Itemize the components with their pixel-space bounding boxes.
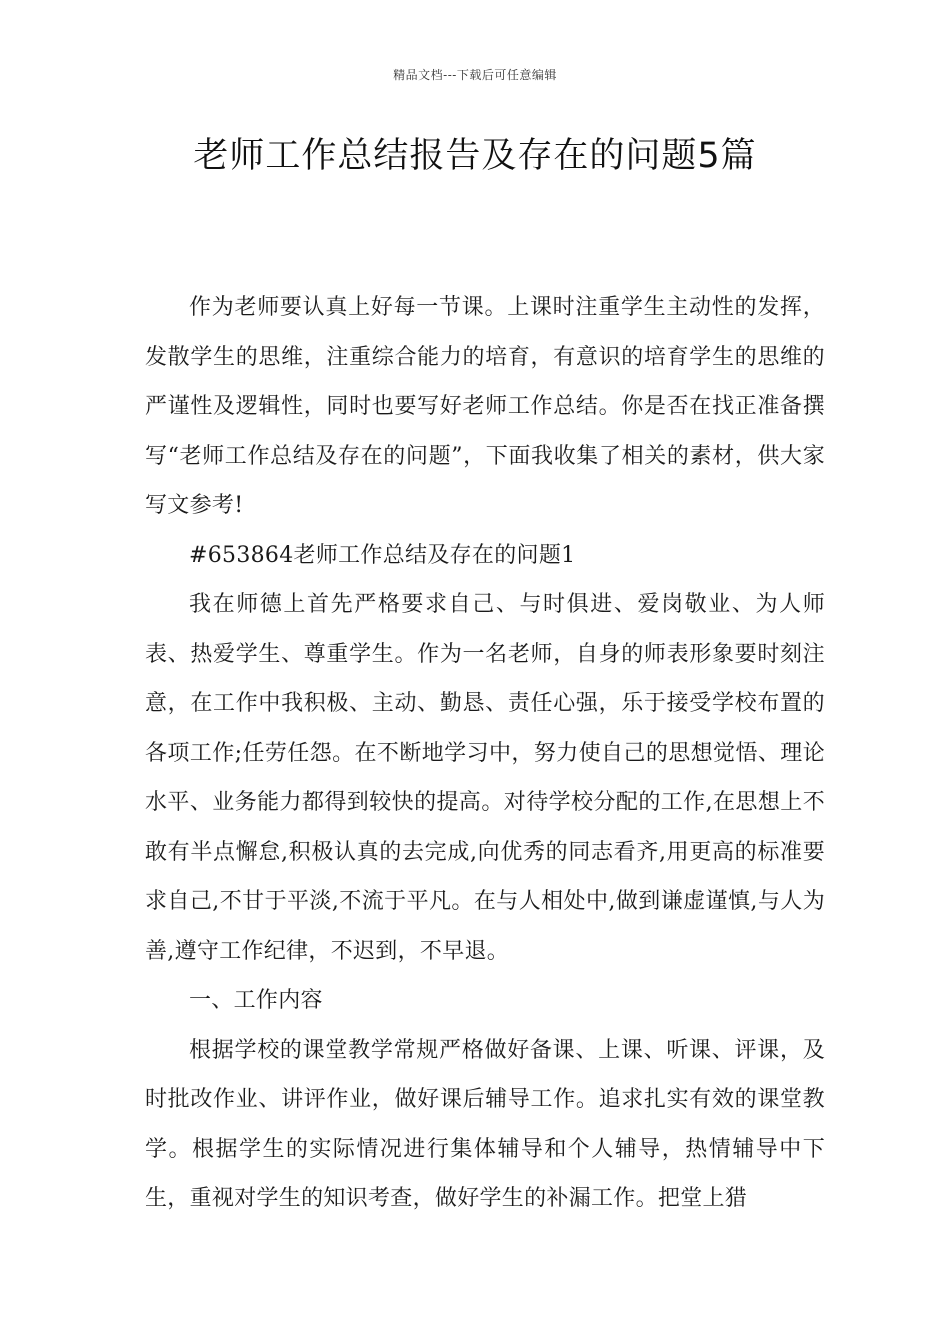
paragraph-work-content: 根据学校的课堂教学常规严格做好备课、上课、听课、评课，及时批改作业、讲评作业，做好课后辅导工作。追求扎实有效的课堂教学。根据学生的实际情况进行集体辅导和个人辅导，热情辅导中下生，重视对学生的知识考查，做好学生的补漏工作。把堂上猎 [145, 1037, 825, 1211]
paragraph-ethics: 我在师德上首先严格要求自己、与时俱进、爱岗敬业、为人师表、热爱学生、尊重学生。作为一名老师，自身的师表形象要时刻注意，在工作中我积极、主动、勤恳、责任心强，乐于接受学校布置的各项工作;任劳任怨。在不断地学习中，努力使自己的思想觉悟、理论水平、业务能力都得到较快的提高。对待学校分配的工作,在思想上不敢有半点懈怠,积极认真的去完成,向优秀的同志看齐,用更高的标准要求自己,不甘于平淡,不流于平凡。在与人相处中,做到谦虚谨慎,与人为善,遵守工作纪律，不迟到，不早退。 [145, 592, 825, 964]
subheading-work-content: 一、工作内容 [189, 988, 323, 1013]
document-title: 老师工作总结报告及存在的问题5篇 [193, 136, 757, 176]
header-note: 精品文档---下载后可任意编辑 [393, 68, 557, 82]
document-body [145, 283, 825, 1224]
intro-paragraph: 作为老师要认真上好每一节课。上课时注重学生主动性的发挥，发散学生的思维，注重综合能力的培育，有意识的培育学生的思维的严谨性及逻辑性，同时也要写好老师工作总结。你是否在找正准备撰写“老师工作总结及存在的问题”，下面我收集了相关的素材，供大家写文参考! [145, 295, 825, 518]
section-heading-1: #653864老师工作总结及存在的问题1 [189, 542, 576, 568]
